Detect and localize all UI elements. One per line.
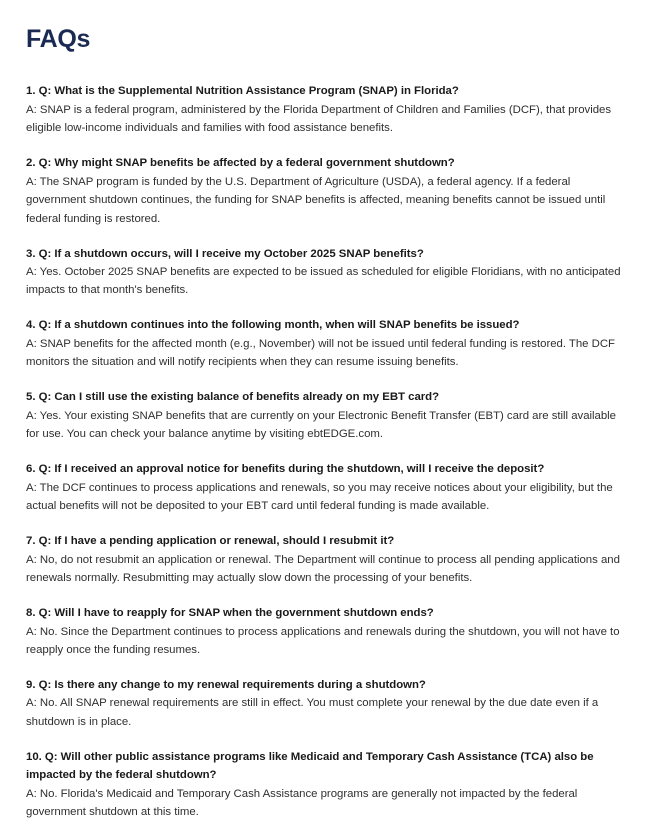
faq-question: 3. Q: If a shutdown occurs, will I receive my October 2025 SNAP benefits? bbox=[26, 247, 424, 260]
faq-answer: A: No, do not resubmit an application or renewal. The Department will continue to process all pending applications and renewals normally. Resubmitting may actually slow down the processing of your benefits. bbox=[26, 553, 620, 585]
faq-item bbox=[26, 245, 625, 300]
faq-answer: A: Yes. October 2025 SNAP benefits are expected to be issued as scheduled for eligible Floridians, with no anticipated impacts to that month's benefits. bbox=[26, 266, 621, 297]
faq-item bbox=[26, 604, 625, 659]
faq-question: 1. Q: What is the Supplemental Nutrition Assistance Program (SNAP) in Florida? bbox=[26, 85, 459, 98]
faq-question: 7. Q: If I have a pending application or renewal, should I resubmit it? bbox=[26, 535, 395, 548]
faq-question: 9. Q: Is there any change to my renewal requirements during a shutdown? bbox=[26, 678, 426, 691]
faq-question: 6. Q: If I received an approval notice for benefits during the shutdown, will I receive the deposit? bbox=[26, 463, 545, 476]
faq-item bbox=[26, 676, 625, 731]
faq-question: 4. Q: If a shutdown continues into the following month, when will SNAP benefits be issued? bbox=[26, 319, 520, 332]
faq-item bbox=[26, 316, 625, 371]
faq-answer: A: The DCF continues to process applications and renewals, so you may receive notices about your eligibility, but the actual benefits will not be deposited to your EBT card until federal funding is made available. bbox=[26, 481, 613, 513]
faq-question: 2. Q: Why might SNAP benefits be affected by a federal government shutdown? bbox=[26, 157, 455, 170]
faq-answer: A: SNAP is a federal program, administered by the Florida Department of Children and Families (DCF), that provides eligible low-income individuals and families with food assistance benefits. bbox=[26, 103, 612, 135]
faq-item bbox=[26, 82, 625, 137]
faq-item bbox=[26, 532, 625, 587]
faq-answer: A: SNAP benefits for the affected month (e.g., November) will not be issued until federal funding is restored. The DCF monitors the situation and will notify recipients when they can resume issuing benefits. bbox=[26, 337, 615, 369]
faq-item bbox=[26, 748, 625, 822]
faq-question: 8. Q: Will I have to reapply for SNAP when the government shutdown ends? bbox=[26, 607, 434, 620]
faq-item bbox=[26, 388, 625, 443]
faq-list bbox=[26, 82, 625, 822]
faq-question: 5. Q: Can I still use the existing balance of benefits already on my EBT card? bbox=[26, 391, 440, 404]
faq-item bbox=[26, 460, 625, 515]
faq-question: 10. Q: Will other public assistance programs like Medicaid and Temporary Cash Assistance (TCA) also be impacted by the federal shutdown? bbox=[26, 750, 594, 782]
page-title: FAQs bbox=[26, 25, 91, 53]
faq-answer: A: No. All SNAP renewal requirements are still in effect. You must complete your renewal by the due date even if a shutdown is in place. bbox=[26, 697, 599, 728]
faq-answer: A: Yes. Your existing SNAP benefits that are currently on your Electronic Benefit Transfer (EBT) card are still available for use. You can check your balance anytime by visiting ebtEDGE.com. bbox=[26, 409, 616, 441]
faq-answer: A: No. Since the Department continues to process applications and renewals during the shutdown, you will not have to reapply once the funding resumes. bbox=[26, 625, 620, 656]
faq-answer: A: The SNAP program is funded by the U.S. Department of Agriculture (USDA), a federal agency. If a federal government shutdown continues, the funding for SNAP benefits is affected, meaning benefits cannot be issued until federal funding is restored. bbox=[26, 175, 606, 225]
faq-answer: A: No. Florida's Medicaid and Temporary Cash Assistance programs are generally not impacted by the federal government shutdown at this time. bbox=[26, 787, 578, 819]
faq-item bbox=[26, 154, 625, 228]
